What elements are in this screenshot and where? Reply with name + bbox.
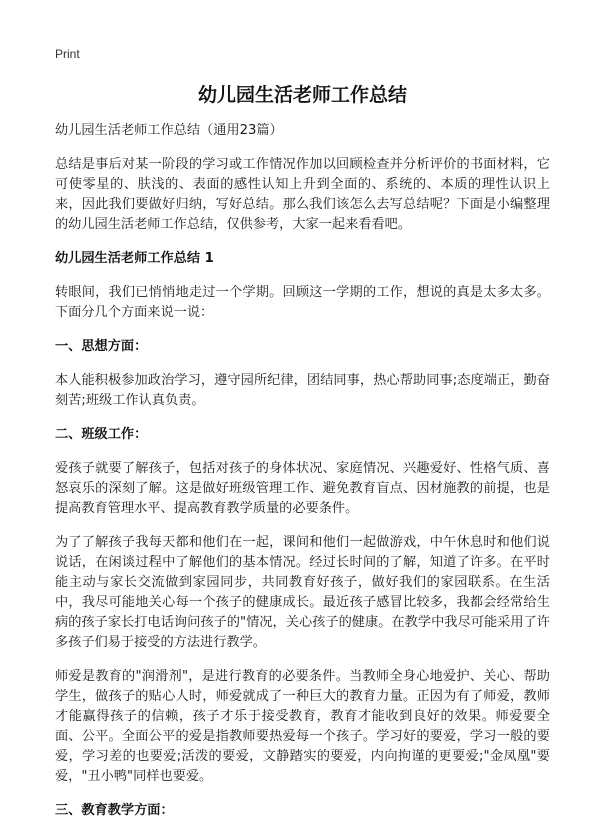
heading-class-work: 二、班级工作： xyxy=(55,427,148,442)
document-title: 幼儿园生活老师工作总结 xyxy=(197,84,407,106)
section-intro-paragraph: 转眼间，我们已悄悄地走过一个学期。回顾这一学期的工作，想说的真是太多太多。下面分几个方面来说一说： xyxy=(55,285,550,320)
intro-paragraph: 总结是事后对某一阶段的学习或工作情况作加以回顾检查并分析评价的书面材料，它可使零星的、肤浅的、表面的感性认知上升到全面的、系统的、本质的理性认识上来，因此我们要做好归纳，写好总结。那么我们该怎么去写总结呢？下面是小编整理的幼儿园生活老师工作总结，仅供参考，大家一起来看看吧。 xyxy=(55,157,550,232)
paragraph-class-work-1: 爱孩子就要了解孩子，包括对孩子的身体状况、家庭情况、兴趣爱好、性格气质、喜怒哀乐的深刻了解。这是做好班级管理工作、避免教育盲点、因材施教的前提，也是提高教育管理水平、提高教育教学质量的必要条件。 xyxy=(55,461,550,516)
paragraph-class-work-3: 师爱是教育的"润滑剂"，是进行教育的必要条件。当教师全身心地爱护、关心、帮助学生，做孩子的贴心人时，师爱就成了一种巨大的教育力量。正因为有了师爱，教师才能赢得孩子的信赖，孩子才乐于接受教育，教育才能收到良好的效果。师爱要全面、公平。全面公平的爱是指教师要热爱每一个孩子。学习好的要爱，学习一般的要爱，学习差的也要爱;活泼的要爱，文静踏实的要爱，内向拘谨的更要爱;"金凤凰"要爱，"丑小鸭"同样也要爱。 xyxy=(55,669,550,784)
print-link[interactable]: Print xyxy=(55,47,80,61)
heading-teaching: 三、教育教学方面： xyxy=(55,803,174,818)
heading-thought: 一、思想方面： xyxy=(55,339,148,354)
paragraph-class-work-2: 为了了解孩子我每天都和他们在一起，课间和他们一起做游戏，中午休息时和他们说说话，在闲谈过程中了解他们的基本情况。经过长时间的了解，知道了许多。在平时能主动与家长交流做到家园同步，共同教育好孩子，做好我们的家园联系。在生活中，我尽可能地关心每一个孩子的健康成长。最近孩子感冒比较多，我都会经常给生病的孩子家长打电话询问孩子的"情况，关心孩子的健康。在教学中我尽可能采用了许多孩子们易于接受的方法进行教学。 xyxy=(55,535,550,650)
document-subtitle: 幼儿园生活老师工作总结（通用23篇） xyxy=(55,123,283,138)
section-heading: 幼儿园生活老师工作总结 1 xyxy=(55,251,214,266)
paragraph-thought: 本人能积极参加政治学习，遵守园所纪律，团结同事，热心帮助同事;态度端正，勤奋刻苦;班级工作认真负责。 xyxy=(55,373,550,408)
document-body xyxy=(55,121,550,821)
